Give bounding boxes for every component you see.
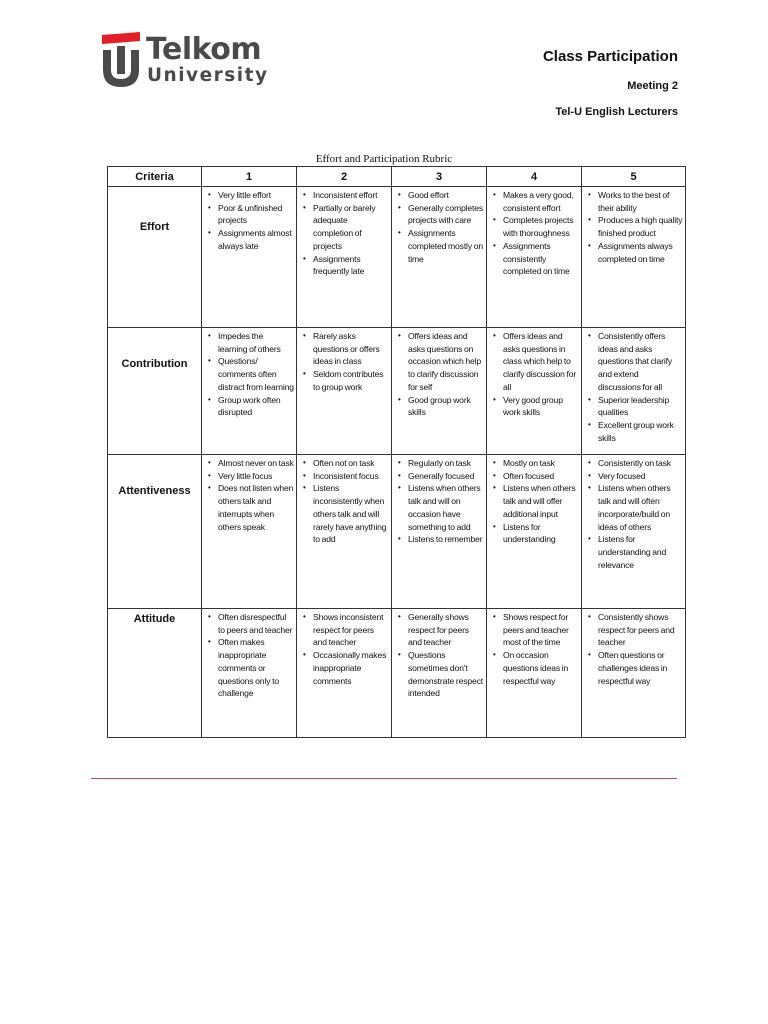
telkom-logo-mark-icon <box>100 32 142 88</box>
rubric-bullet-item: • Very little effort <box>218 189 294 202</box>
rubric-bullet-item: • Consistently on task <box>598 457 683 470</box>
rubric-cell-list <box>297 455 391 548</box>
rubric-cell-list <box>582 328 685 446</box>
rubric-bullet-item: • Listens inconsistently when others talk and will rarely have anything to add <box>313 482 389 546</box>
rubric-bullet-item: • Listens for understanding <box>503 521 579 546</box>
rubric-cell <box>582 455 686 609</box>
rubric-bullet-item: • Listens when others talk and will often incorporate/build on ideas of others <box>598 482 683 533</box>
rubric-bullet-item: • Poor & unfinished projects <box>218 202 294 227</box>
rubric-bullet-item: • Very little focus <box>218 470 294 483</box>
rubric-cell <box>297 328 392 455</box>
rubric-cell-list <box>487 455 581 548</box>
rubric-cell-list <box>297 328 391 396</box>
rubric-cell <box>487 328 582 455</box>
rubric-cell-list <box>582 187 685 267</box>
rubric-bullet-item: • Listens to remember <box>408 533 484 546</box>
table-row <box>108 187 686 328</box>
rubric-bullet-item: • Consistently offers ideas and asks questions that clarify and extend discussions for all <box>598 330 683 394</box>
criteria-cell <box>108 328 202 455</box>
criteria-cell <box>108 455 202 609</box>
rubric-cell-list <box>392 187 486 267</box>
rubric-cell <box>297 609 392 738</box>
rubric-cell-list <box>297 187 391 280</box>
rubric-cell <box>487 187 582 328</box>
rubric-bullet-item: • Assignments completed mostly on time <box>408 227 484 265</box>
rubric-cell-list <box>582 609 685 689</box>
rubric-bullet-item: • Assignments frequently late <box>313 253 389 278</box>
rubric-cell-list <box>392 455 486 548</box>
rubric-bullet-item: • Good group work skills <box>408 394 484 419</box>
rubric-bullet-item: • Often makes inappropriate comments or questions only to challenge <box>218 636 294 700</box>
rubric-bullet-item: • Very focused <box>598 470 683 483</box>
rubric-bullet-item: • Occasionally makes inappropriate comments <box>313 649 389 687</box>
rubric-bullet-item: • Produces a high quality finished product <box>598 214 683 239</box>
rubric-bullet-item: • Generally focused <box>408 470 484 483</box>
rubric-bullet-item: • Consistently shows respect for peers and teacher <box>598 611 683 649</box>
telkom-university-logo <box>100 32 270 90</box>
rubric-bullet-item: • Offers ideas and asks questions in class which help to clarify discussion for all <box>503 330 579 394</box>
criteria-label: Attitude <box>133 613 176 625</box>
rubric-bullet-item: • Good effort <box>408 189 484 202</box>
rubric-bullet-item: • Mostly on task <box>503 457 579 470</box>
rubric-cell-list <box>202 187 296 255</box>
footer-divider <box>91 778 677 779</box>
rubric-bullet-item: • Almost never on task <box>218 457 294 470</box>
rubric-bullet-item: • Completes projects with thoroughness <box>503 214 579 239</box>
rubric-bullet-item: • Rarely asks questions or offers ideas in class <box>313 330 389 368</box>
table-row <box>108 455 686 609</box>
rubric-bullet-item: • Listens for understanding and relevance <box>598 533 683 571</box>
rubric-cell <box>202 328 297 455</box>
rubric-cell-list <box>297 609 391 689</box>
meeting-label: Meeting 2 <box>627 80 678 92</box>
criteria-label: Contribution <box>121 358 188 370</box>
rubric-cell-list <box>202 455 296 535</box>
rubric-bullet-item: • Listens when others talk and will on occasion have something to add <box>408 482 484 533</box>
criteria-label: Attentiveness <box>118 485 191 497</box>
rubric-bullet-item: • Offers ideas and asks questions on occasion which help to clarify discussion for self <box>408 330 484 394</box>
rubric-bullet-item: • Often questions or challenges ideas in respectful way <box>598 649 683 687</box>
rubric-bullet-item: • Inconsistent effort <box>313 189 389 202</box>
table-caption: Effort and Participation Rubric <box>315 153 453 165</box>
header-score-2: 2 <box>297 167 392 187</box>
rubric-bullet-item: • Seldom contributes to group work <box>313 368 389 393</box>
rubric-cell <box>392 187 487 328</box>
rubric-cell-list <box>392 609 486 702</box>
rubric-bullet-item: • Shows respect for peers and teacher most of the time <box>503 611 579 649</box>
header-score-4: 4 <box>487 167 582 187</box>
rubric-cell-list <box>582 455 685 573</box>
document-title: Class Participation <box>542 48 678 65</box>
rubric-bullet-item: • Questions/ comments often distract from learning <box>218 355 294 393</box>
rubric-bullet-item: • On occasion questions ideas in respectful way <box>503 649 579 687</box>
rubric-bullet-item: • Regularly on task <box>408 457 484 470</box>
table-header-row <box>108 167 686 187</box>
rubric-bullet-item: • Makes a very good, consistent effort <box>503 189 579 214</box>
rubric-cell <box>392 455 487 609</box>
rubric-cell-list <box>487 609 581 689</box>
rubric-table <box>107 166 686 738</box>
rubric-bullet-item: • Often not on task <box>313 457 389 470</box>
rubric-bullet-item: • Assignments almost always late <box>218 227 294 252</box>
rubric-bullet-item: • Group work often disrupted <box>218 394 294 419</box>
lecturers-label: Tel-U English Lecturers <box>555 106 678 118</box>
logo-word-university: University <box>147 65 269 86</box>
rubric-bullet-item: • Does not listen when others talk and interrupts when others speak <box>218 482 294 533</box>
rubric-cell <box>487 609 582 738</box>
rubric-bullet-item: • Often disrespectful to peers and teacher <box>218 611 294 636</box>
rubric-cell <box>392 609 487 738</box>
rubric-cell <box>392 328 487 455</box>
header-score-5: 5 <box>582 167 686 187</box>
rubric-cell <box>202 609 297 738</box>
rubric-cell <box>487 455 582 609</box>
criteria-label: Effort <box>139 221 170 233</box>
rubric-bullet-item: • Impedes the learning of others <box>218 330 294 355</box>
rubric-bullet-item: • Works to the best of their ability <box>598 189 683 214</box>
header-criteria: Criteria <box>108 167 202 187</box>
rubric-bullet-item: • Questions sometimes don't demonstrate respect intended <box>408 649 484 700</box>
logo-word-telkom: Telkom <box>146 32 262 67</box>
rubric-bullet-item: • Superior leadership qualities <box>598 394 683 419</box>
rubric-cell <box>582 328 686 455</box>
rubric-cell <box>297 187 392 328</box>
rubric-bullet-item: • Shows inconsistent respect for peers and teacher <box>313 611 389 649</box>
rubric-cell <box>202 455 297 609</box>
table-row <box>108 328 686 455</box>
rubric-cell <box>582 609 686 738</box>
rubric-bullet-item: • Excellent group work skills <box>598 419 683 444</box>
rubric-bullet-item: • Very good group work skills <box>503 394 579 419</box>
rubric-cell <box>202 187 297 328</box>
rubric-bullet-item: • Assignments always completed on time <box>598 240 683 265</box>
rubric-bullet-item: • Assignments consistently completed on time <box>503 240 579 278</box>
rubric-cell <box>582 187 686 328</box>
rubric-bullet-item: • Often focused <box>503 470 579 483</box>
criteria-cell <box>108 609 202 738</box>
rubric-cell-list <box>487 328 581 421</box>
header-score-1: 1 <box>202 167 297 187</box>
rubric-cell-list <box>202 609 296 702</box>
rubric-cell-list <box>487 187 581 280</box>
rubric-bullet-item: • Inconsistent focus <box>313 470 389 483</box>
rubric-cell-list <box>202 328 296 421</box>
rubric-bullet-item: • Listens when others talk and will offer additional input <box>503 482 579 520</box>
rubric-bullet-item: • Partially or barely adequate completion of projects <box>313 202 389 253</box>
header-score-3: 3 <box>392 167 487 187</box>
criteria-cell <box>108 187 202 328</box>
rubric-bullet-item: • Generally shows respect for peers and teacher <box>408 611 484 649</box>
rubric-cell-list <box>392 328 486 421</box>
table-row <box>108 609 686 738</box>
rubric-bullet-item: • Generally completes projects with care <box>408 202 484 227</box>
rubric-cell <box>297 455 392 609</box>
